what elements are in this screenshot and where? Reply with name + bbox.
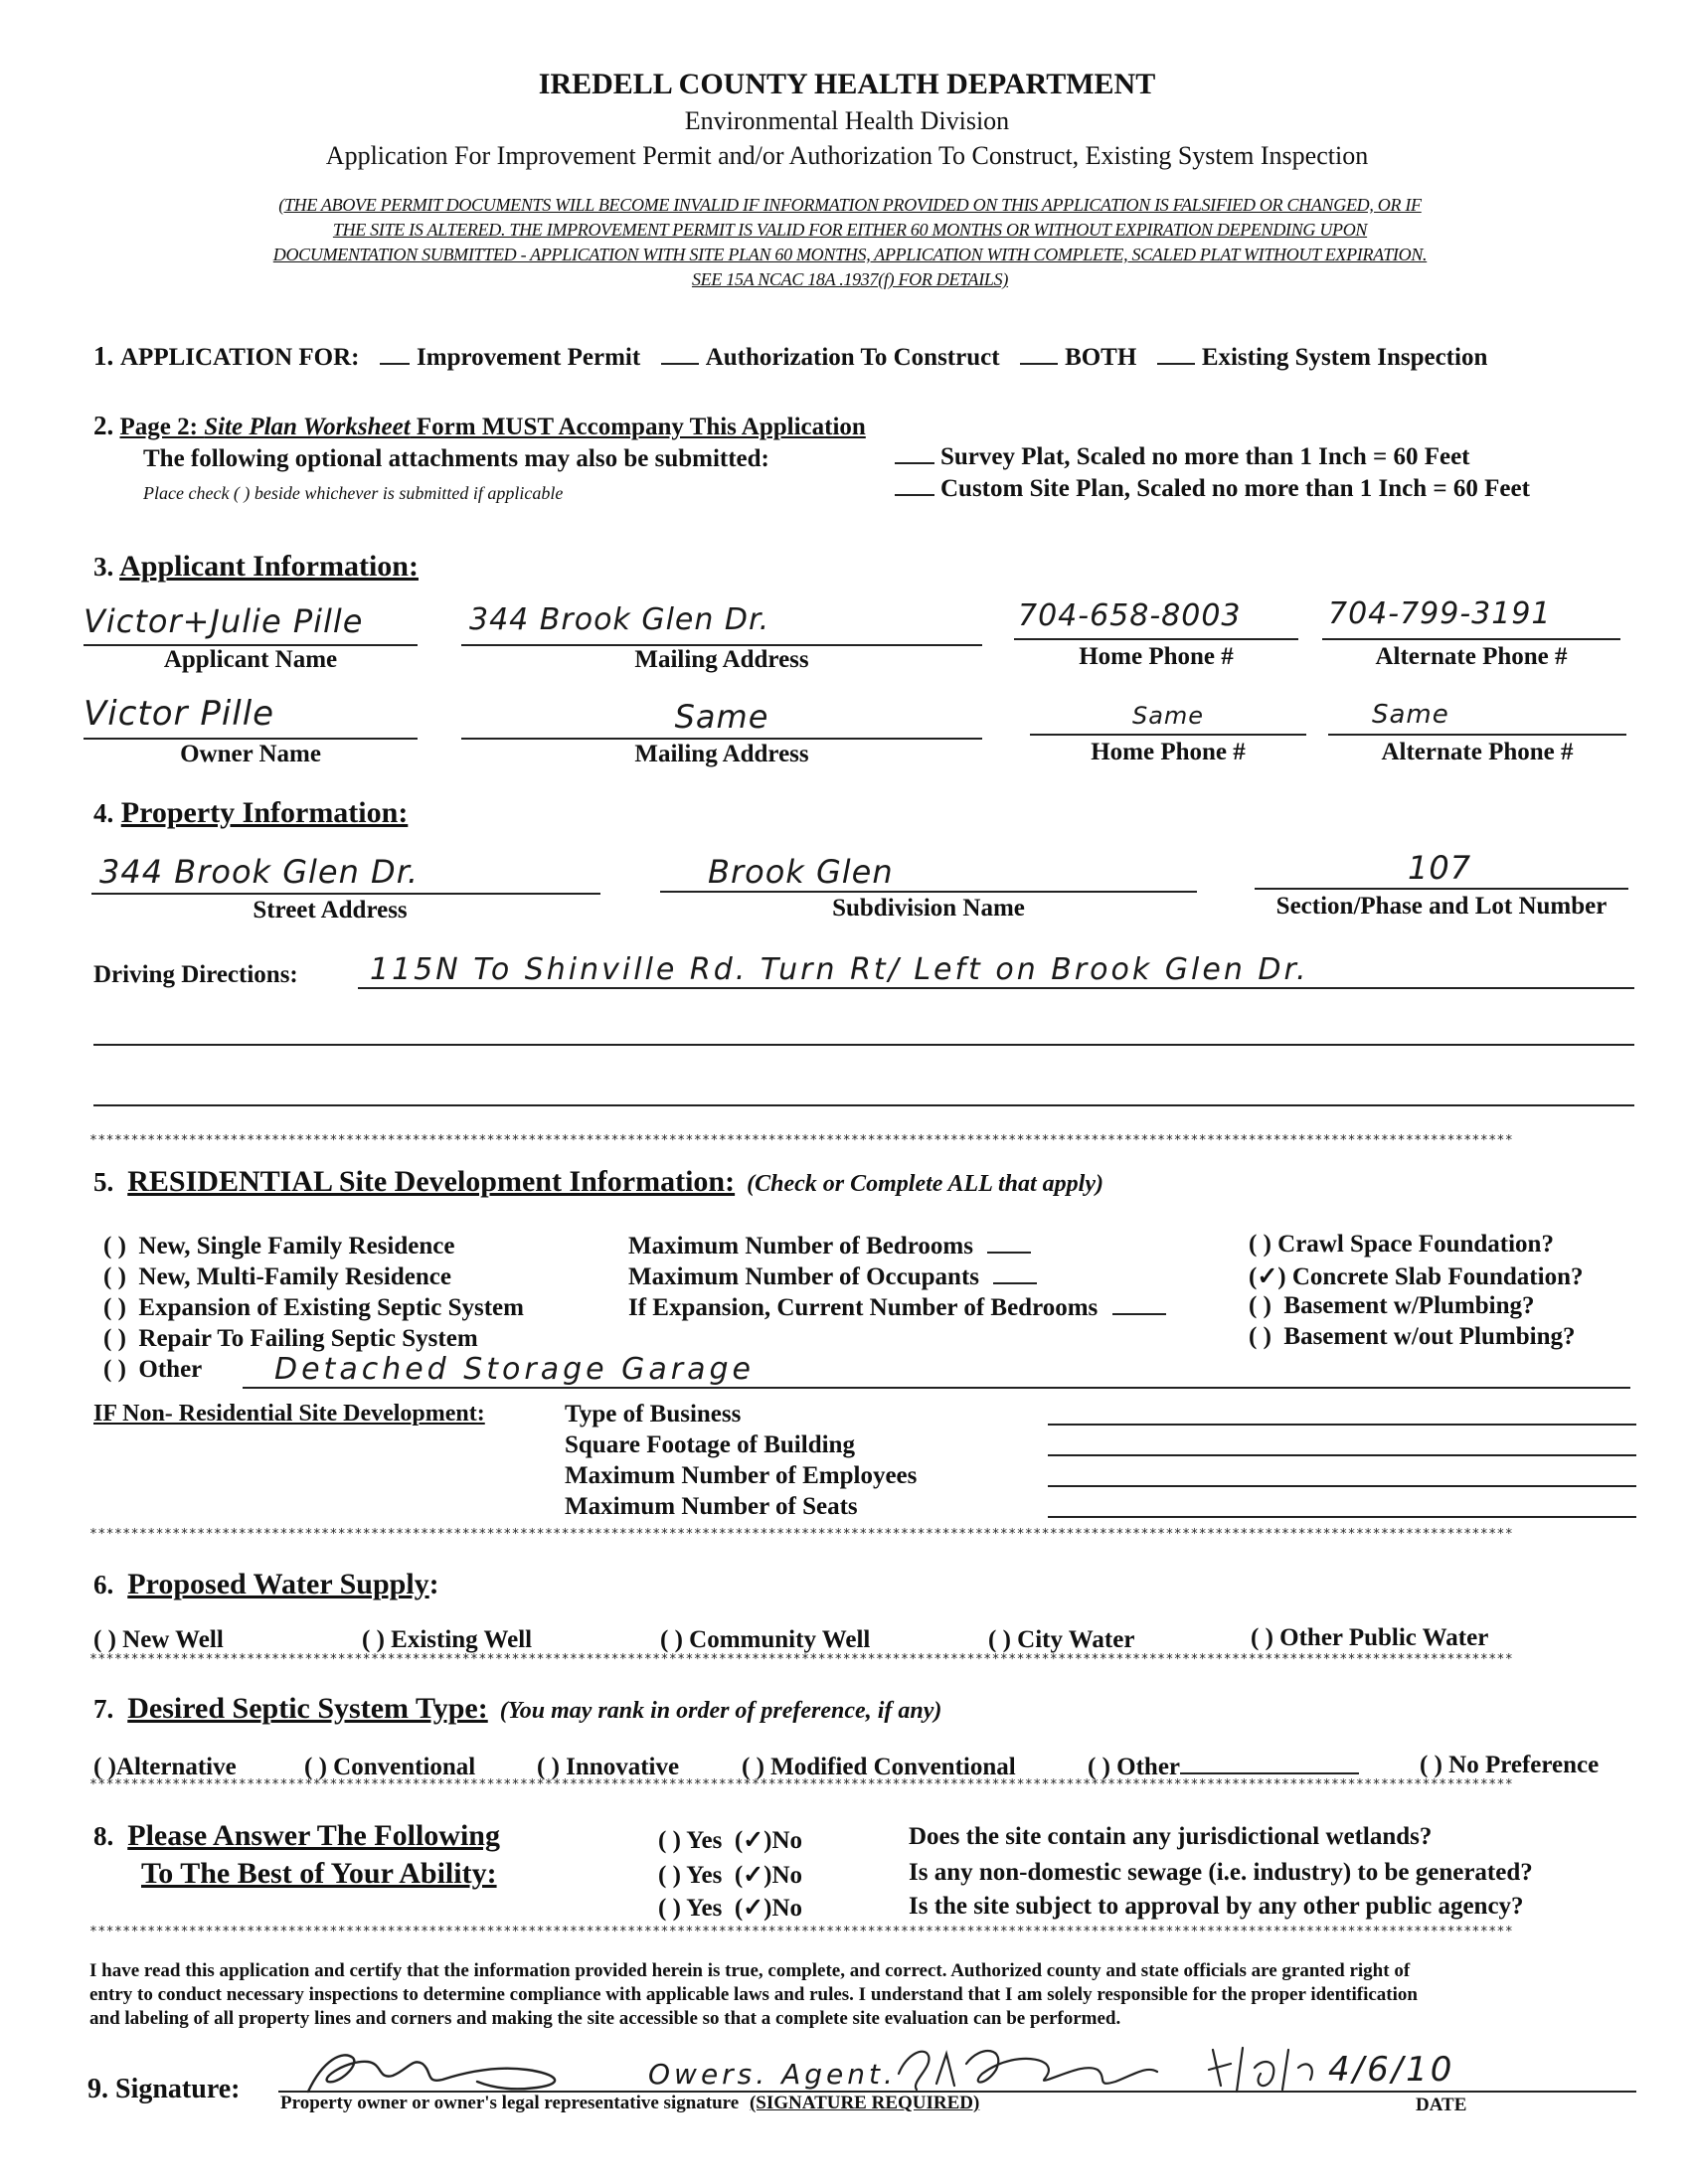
applicant-name-label: Applicant Name <box>163 646 338 673</box>
option-other[interactable] <box>103 1356 202 1384</box>
owner-alt-phone-value[interactable]: Same <box>1372 700 1449 730</box>
section-3-number: 3. <box>93 552 114 582</box>
no-checked: (✓) <box>734 1895 772 1922</box>
water-supply-title: Proposed Water Supply <box>127 1568 429 1600</box>
owner-name-line <box>84 738 418 740</box>
survey-plat-option <box>895 443 1470 471</box>
site-plan-prefix: Page 2: <box>119 414 205 440</box>
certification-line-1: I have read this application and certify that the information provided herein is true, complete, and correct. Authorized county and state officials are granted right of <box>89 1960 1411 1981</box>
option-label: Expansion of Existing Septic System <box>138 1294 524 1321</box>
section-6-number: 6. <box>93 1570 114 1599</box>
q2-answer[interactable] <box>658 1860 802 1890</box>
questions-title-1: Please Answer The Following <box>127 1819 500 1852</box>
lot-number-line <box>1255 888 1628 890</box>
certification-line-3: and labeling of all property lines and corners and making the site accessible so that a complete site evaluation can be performed. <box>89 2008 1121 2029</box>
custom-site-plan-label: Custom Site Plan, Scaled no more than 1 Inch = 60 Feet <box>940 475 1530 502</box>
signature-heading <box>87 2074 241 2105</box>
applicant-home-phone-label: Home Phone # <box>1079 643 1234 670</box>
option-label: Other <box>1116 1754 1181 1780</box>
checkbox: ( ) <box>988 1626 1011 1653</box>
option-expansion[interactable] <box>103 1294 524 1322</box>
section-7-number: 7. <box>93 1694 114 1724</box>
site-plan-requirement <box>93 411 866 441</box>
separator-1: **************************************************************************************************************************************************************************** <box>89 1133 1514 1148</box>
checkbox: ( ) <box>304 1754 327 1780</box>
directions-line-1 <box>358 987 1634 989</box>
max-bedrooms-blank[interactable] <box>987 1252 1031 1254</box>
signature-label: Signature: <box>115 2074 241 2104</box>
checkbox: ( ) <box>103 1233 126 1260</box>
applicant-info-heading <box>93 550 419 584</box>
checkbox: ( ) <box>103 1356 126 1383</box>
residential-hint: (Check or Complete ALL that apply) <box>747 1171 1103 1197</box>
no-label: No <box>771 1895 803 1922</box>
application-for-label: APPLICATION FOR: <box>120 344 360 371</box>
custom-site-plan-option <box>895 475 1530 503</box>
site-plan-suffix: Form MUST Accompany This Application <box>410 414 866 440</box>
type-of-business-label: Type of Business <box>565 1401 742 1428</box>
current-bedrooms[interactable] <box>628 1294 1166 1322</box>
section-4-number: 4. <box>93 798 114 828</box>
option-crawl-space[interactable] <box>1249 1231 1554 1259</box>
separator-2: **************************************************************************************************************************************************************************** <box>89 1527 1514 1542</box>
water-supply-colon: : <box>428 1568 439 1600</box>
property-info-heading <box>93 796 408 830</box>
type-of-business-line[interactable] <box>1048 1424 1636 1426</box>
option-label: Basement w/Plumbing? <box>1283 1292 1535 1319</box>
q1-answer[interactable] <box>658 1825 802 1855</box>
form-subtitle: Application For Improvement Permit and/or Authorization To Construct, Existing System Inspection <box>325 141 1369 170</box>
improvement-permit-checkbox[interactable] <box>380 363 410 365</box>
option-label: Innovative <box>566 1754 680 1780</box>
max-employees-label: Maximum Number of Employees <box>565 1462 918 1489</box>
date-scribble <box>1203 2038 1322 2098</box>
checkbox: ( ) <box>1420 1752 1442 1778</box>
option-label: Basement w/out Plumbing? <box>1283 1323 1576 1350</box>
question-other-agency: Is the site subject to approval by any other public agency? <box>909 1893 1524 1920</box>
applicant-info-title: Applicant Information: <box>119 550 419 583</box>
applicant-alt-phone-value[interactable]: 704-799-3191 <box>1328 596 1552 631</box>
notice-line-1: (THE ABOVE PERMIT DOCUMENTS WILL BECOME INVALID IF INFORMATION PROVIDED ON THIS APPLICATION IS FALSIFIED OR CHANGED, OR IF <box>278 195 1422 215</box>
place-check-hint: Place check ( ) beside whichever is submitted if applicable <box>143 483 564 503</box>
driving-directions-label: Driving Directions: <box>93 961 298 988</box>
option-label: Other Public Water <box>1279 1624 1489 1651</box>
checkbox: ( ) <box>93 1754 116 1780</box>
both-label: BOTH <box>1065 344 1137 371</box>
water-community-well[interactable] <box>660 1626 870 1654</box>
directions-line-3 <box>93 1104 1634 1106</box>
water-other-public[interactable] <box>1251 1624 1488 1652</box>
owner-home-phone-label: Home Phone # <box>1091 739 1246 765</box>
section-9-number: 9. <box>87 2074 108 2104</box>
owner-home-phone-value[interactable]: Same <box>1131 702 1205 730</box>
other-value[interactable]: Detached Storage Garage <box>274 1352 756 1387</box>
street-address-value[interactable]: 344 Brook Glen Dr. <box>99 853 420 891</box>
yes-checkbox: ( ) <box>658 1895 681 1922</box>
subdivision-label: Subdivision Name <box>832 895 1025 922</box>
owner-alt-phone-label: Alternate Phone # <box>1381 739 1574 765</box>
checked-checkbox: (✓) <box>1249 1263 1286 1290</box>
yes-label: Yes <box>686 1827 723 1854</box>
max-seats-line[interactable] <box>1048 1516 1636 1518</box>
date-value[interactable]: 4/6/10 <box>1328 2050 1455 2090</box>
applicant-address-value[interactable]: 344 Brook Glen Dr. <box>469 602 770 637</box>
option-label: Crawl Space Foundation? <box>1277 1231 1554 1258</box>
survey-plat-label: Survey Plat, Scaled no more than 1 Inch = 60 Feet <box>940 443 1470 470</box>
date-label: DATE <box>1416 2095 1467 2115</box>
applicant-alt-phone-line <box>1322 638 1620 640</box>
checkbox: ( ) <box>1249 1231 1271 1258</box>
yes-checkbox: ( ) <box>658 1862 681 1889</box>
notice-line-3: DOCUMENTATION SUBMITTED - APPLICATION WITH SITE PLAN 60 MONTHS, APPLICATION WITH COMPLETE, SCALED PLAT WITHOUT EXPIRATION. <box>272 245 1428 264</box>
checkbox: ( ) <box>537 1754 560 1780</box>
owner-address-line <box>461 738 982 740</box>
max-employees-line[interactable] <box>1048 1485 1636 1487</box>
field-label: Maximum Number of Bedrooms <box>628 1233 973 1260</box>
checkbox: ( ) <box>1249 1292 1271 1319</box>
checkbox: ( ) <box>1249 1323 1271 1350</box>
option-label: Modified Conventional <box>770 1754 1016 1780</box>
option-label: Conventional <box>333 1754 476 1780</box>
max-occupants-blank[interactable] <box>993 1282 1037 1284</box>
yes-label: Yes <box>686 1862 723 1889</box>
option-label: No Preference <box>1448 1752 1600 1778</box>
option-label: Concrete Slab Foundation? <box>1291 1263 1584 1290</box>
notice-line-2: THE SITE IS ALTERED. THE IMPROVEMENT PERMIT IS VALID FOR EITHER 60 MONTHS OR WITHOUT EXPIRATION DEPENDING UPON <box>332 220 1368 240</box>
no-label: No <box>771 1862 803 1889</box>
applicant-home-phone-value[interactable]: 704-658-8003 <box>1018 598 1242 633</box>
questions-title-2: To The Best of Your Ability: <box>141 1857 497 1890</box>
max-seats-label: Maximum Number of Seats <box>565 1493 858 1520</box>
water-city-water[interactable] <box>988 1626 1134 1654</box>
owner-alt-phone-line <box>1328 734 1626 736</box>
separator-3: **************************************************************************************************************************************************************************** <box>89 1652 1514 1667</box>
option-label: New, Multi-Family Residence <box>138 1263 451 1290</box>
water-supply-heading <box>93 1568 439 1601</box>
site-plan-worksheet: Site Plan Worksheet <box>204 414 411 440</box>
non-residential-label: IF Non- Residential Site Development: <box>93 1401 485 1427</box>
checkbox: ( ) <box>660 1626 683 1653</box>
section-2-number: 2. <box>93 411 114 440</box>
certification-line-2: entry to conduct necessary inspections to determine compliance with applicable laws and rules. I understand that I am solely responsible for the proper identification <box>89 1984 1418 2005</box>
current-bedrooms-blank[interactable] <box>1112 1313 1166 1315</box>
application-for-row <box>93 341 1487 372</box>
other-line <box>243 1387 1630 1389</box>
applicant-alt-phone-label: Alternate Phone # <box>1375 643 1568 670</box>
checkbox: ( ) <box>742 1754 764 1780</box>
septic-type-hint: (You may rank in order of preference, if any) <box>499 1698 942 1724</box>
checkbox: ( ) <box>103 1294 126 1321</box>
authorization-checkbox[interactable] <box>661 363 699 365</box>
applicant-mailing-label: Mailing Address <box>634 646 809 673</box>
page-title: IREDELL COUNTY HEALTH DEPARTMENT <box>538 68 1156 100</box>
signature-caption <box>280 2093 979 2114</box>
septic-type-title: Desired Septic System Type: <box>127 1692 488 1725</box>
option-basement-plumbing[interactable] <box>1249 1292 1535 1320</box>
max-occupants[interactable] <box>628 1263 1037 1291</box>
improvement-permit-label: Improvement Permit <box>417 344 641 371</box>
yes-label: Yes <box>686 1895 723 1922</box>
option-label: Alternative <box>115 1754 237 1780</box>
max-bedrooms[interactable] <box>628 1233 1031 1260</box>
street-address-line <box>91 893 600 895</box>
checkbox: ( ) <box>103 1263 126 1290</box>
yes-checkbox: ( ) <box>658 1827 681 1854</box>
option-multi-family[interactable] <box>103 1263 451 1291</box>
existing-system-checkbox[interactable] <box>1157 363 1195 365</box>
option-label: Existing Well <box>391 1626 533 1653</box>
field-label: Maximum Number of Occupants <box>628 1263 980 1290</box>
applicant-name-value[interactable]: Victor+Julie Pille <box>84 602 364 640</box>
section-1-number: 1. <box>93 341 114 371</box>
question-non-domestic-sewage: Is any non-domestic sewage (i.e. industry) to be generated? <box>909 1859 1533 1886</box>
property-info-title: Property Information: <box>120 796 409 829</box>
checkbox: ( ) <box>93 1626 116 1653</box>
water-existing-well[interactable] <box>362 1626 532 1654</box>
field-label: If Expansion, Current Number of Bedrooms <box>628 1294 1099 1321</box>
septic-no-preference[interactable] <box>1420 1752 1599 1779</box>
option-label: Other <box>138 1356 203 1383</box>
signature-required: (SIGNATURE REQUIRED) <box>749 2093 980 2113</box>
questions-heading <box>93 1819 500 1853</box>
owner-address-value[interactable]: Same <box>674 698 769 736</box>
option-concrete-slab[interactable] <box>1249 1261 1584 1291</box>
q3-answer[interactable] <box>658 1893 802 1923</box>
owner-home-phone-line <box>1030 734 1306 736</box>
square-footage-line[interactable] <box>1048 1454 1636 1456</box>
subdivision-value[interactable]: Brook Glen <box>708 853 894 891</box>
separator-4: **************************************************************************************************************************************************************************** <box>89 1777 1514 1792</box>
no-label: No <box>771 1827 803 1854</box>
option-basement-no-plumbing[interactable] <box>1249 1323 1576 1351</box>
option-label: Repair To Failing Septic System <box>138 1325 478 1352</box>
signature-agent-text[interactable]: Owers. Agent. <box>648 2058 897 2091</box>
division-name: Environmental Health Division <box>684 106 1010 135</box>
street-address-label: Street Address <box>253 897 408 924</box>
no-checked: (✓) <box>734 1862 772 1889</box>
survey-plat-checkbox[interactable] <box>895 462 934 464</box>
owner-name-label: Owner Name <box>180 741 321 767</box>
owner-mailing-label: Mailing Address <box>634 741 809 767</box>
option-label: New, Single Family Residence <box>138 1233 455 1260</box>
square-footage-label: Square Footage of Building <box>565 1431 855 1458</box>
option-label: New Well <box>122 1626 224 1653</box>
question-wetlands: Does the site contain any jurisdictional wetlands? <box>909 1823 1433 1850</box>
separator-5: **************************************************************************************************************************************************************************** <box>89 1925 1514 1939</box>
lot-number-value[interactable]: 107 <box>1408 849 1472 887</box>
existing-system-label: Existing System Inspection <box>1201 344 1488 371</box>
directions-line-2 <box>93 1044 1634 1046</box>
option-repair[interactable] <box>103 1325 478 1353</box>
option-single-family[interactable] <box>103 1233 454 1260</box>
checkbox: ( ) <box>1251 1624 1273 1651</box>
checkbox: ( ) <box>1088 1754 1110 1780</box>
custom-site-plan-checkbox[interactable] <box>895 494 934 496</box>
driving-directions-value[interactable]: 115N To Shinville Rd. Turn Rt/ Left on Brook Glen Dr. <box>370 952 1309 987</box>
checkbox: ( ) <box>103 1325 126 1352</box>
residential-heading <box>93 1165 1103 1199</box>
option-label: City Water <box>1017 1626 1135 1653</box>
owner-name-value[interactable]: Victor Pille <box>84 694 275 734</box>
subdivision-line <box>660 891 1197 893</box>
authorization-label: Authorization To Construct <box>705 344 1000 371</box>
checkbox: ( ) <box>362 1626 385 1653</box>
water-new-well[interactable] <box>93 1626 224 1654</box>
lot-number-label: Section/Phase and Lot Number <box>1275 893 1608 920</box>
both-checkbox[interactable] <box>1020 363 1058 365</box>
option-label: Community Well <box>689 1626 871 1653</box>
section-5-number: 5. <box>93 1167 114 1197</box>
applicant-home-phone-line <box>1014 638 1298 640</box>
residential-title: RESIDENTIAL Site Development Information: <box>127 1165 736 1198</box>
septic-type-heading <box>93 1692 941 1726</box>
optional-attachments-text: The following optional attachments may also be submitted: <box>143 445 769 472</box>
signature-caption-text: Property owner or owner's legal representative signature <box>280 2093 740 2113</box>
no-checked: (✓) <box>734 1827 772 1854</box>
section-8-number: 8. <box>93 1821 114 1851</box>
septic-other-blank[interactable] <box>1180 1772 1359 1774</box>
notice-line-4: SEE 15A NCAC 18A .1937(f) FOR DETAILS) <box>691 269 1009 289</box>
